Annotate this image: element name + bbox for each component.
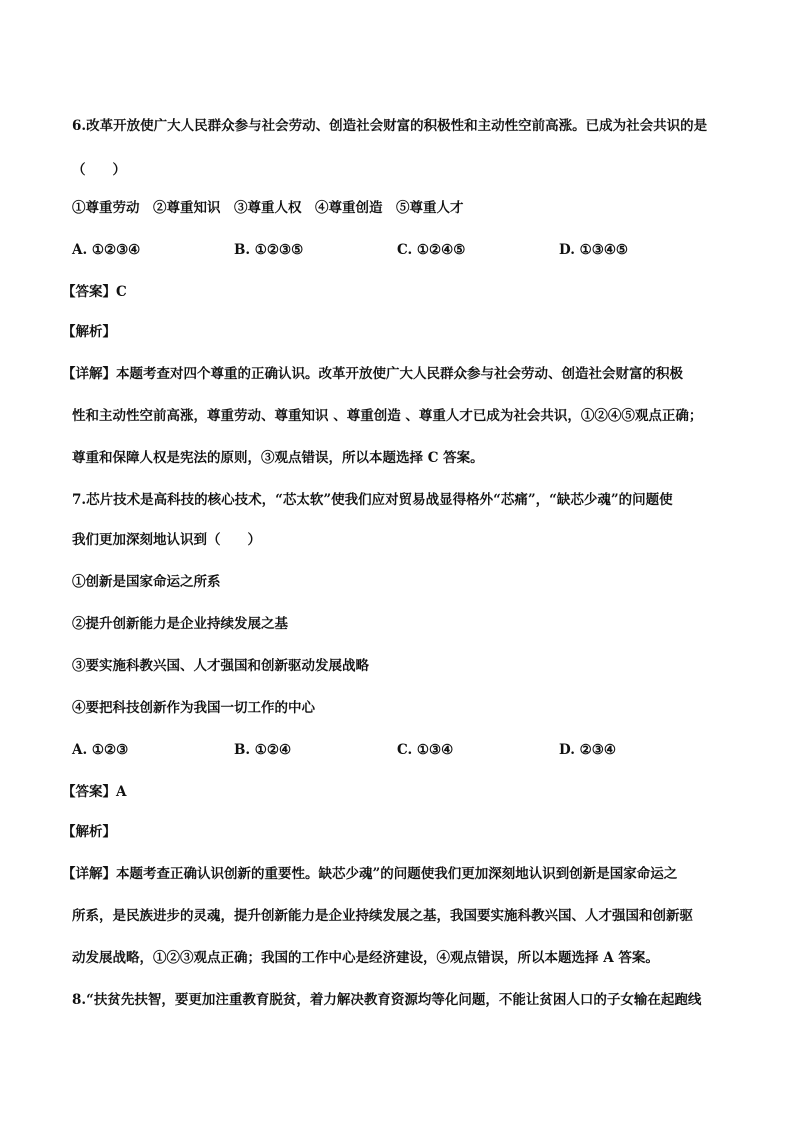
q6-detail-line2: 性和主动性空前高涨，尊重劳动、尊重知识 、尊重创造 、尊重人才已成为社会共识，①②④⑤观点正确； [72, 408, 703, 424]
q7-option-c: C. ①③④ [397, 742, 454, 758]
q6-stem-line1: 6.改革开放使广大人民群众参与社会劳动、创造社会财富的积极性和主动性空前高涨。已成为社会共识的是 [72, 118, 708, 134]
q6-option-c: C. ①②④⑤ [397, 242, 466, 258]
q7-option-d: D. ②③④ [559, 742, 616, 758]
q6-answer: 【答案】C [62, 284, 127, 300]
q6-stem-line2: （ ） [72, 162, 126, 178]
q7-stem-line2: 我们更加深刻地认识到（ ） [72, 532, 261, 548]
q6-items-line: ①尊重劳动 ②尊重知识 ③尊重人权 ④尊重创造 ⑤尊重人才 [72, 200, 464, 216]
q7-stem-line1: 7.芯片技术是高科技的核心技术，“芯太软”使我们应对贸易战显得格外“芯痛”，“缺芯少魂”的问题使 [72, 492, 673, 508]
q6-detail-line1: 【详解】本题考查对四个尊重的正确认识。改革开放使广大人民群众参与社会劳动、创造社会财富的积极 [62, 366, 683, 382]
q7-option-a: A. ①②③ [72, 742, 129, 758]
q7-item-2: ②提升创新能力是企业持续发展之基 [72, 616, 288, 632]
q8-stem-line1: 8.“扶贫先扶智，要更加注重教育脱贫，着力解决教育资源均等化问题，不能让贫困人口的子女输在起跑线 [72, 992, 702, 1008]
q6-analysis-label: 【解析】 [62, 324, 116, 340]
q6-detail-line3: 尊重和保障人权是宪法的原则，③观点错误，所以本题选择 C 答案。 [72, 450, 484, 466]
q7-analysis-label: 【解析】 [62, 824, 116, 840]
q6-option-b: B. ①②③⑤ [234, 242, 304, 258]
q7-answer: 【答案】A [62, 784, 127, 800]
q7-item-1: ①创新是国家命运之所系 [72, 574, 221, 590]
q6-option-d: D. ①③④⑤ [559, 242, 629, 258]
q7-item-3: ③要实施科教兴国、人才强国和创新驱动发展战略 [72, 658, 369, 674]
q7-item-4: ④要把科技创新作为我国一切工作的中心 [72, 700, 315, 716]
q6-option-a: A. ①②③④ [72, 242, 141, 258]
q7-option-b: B. ①②④ [234, 742, 292, 758]
q7-detail-line3: 动发展战略，①②③观点正确；我国的工作中心是经济建设，④观点错误，所以本题选择 A 答案。 [72, 950, 659, 966]
q7-detail-line1: 【详解】本题考查正确认识创新的重要性。缺芯少魂”的问题使我们更加深刻地认识到创新是国家命运之 [62, 866, 678, 882]
q7-detail-line2: 所系，是民族进步的灵魂，提升创新能力是企业持续发展之基，我国要实施科教兴国、人才强国和创新驱 [72, 908, 693, 924]
